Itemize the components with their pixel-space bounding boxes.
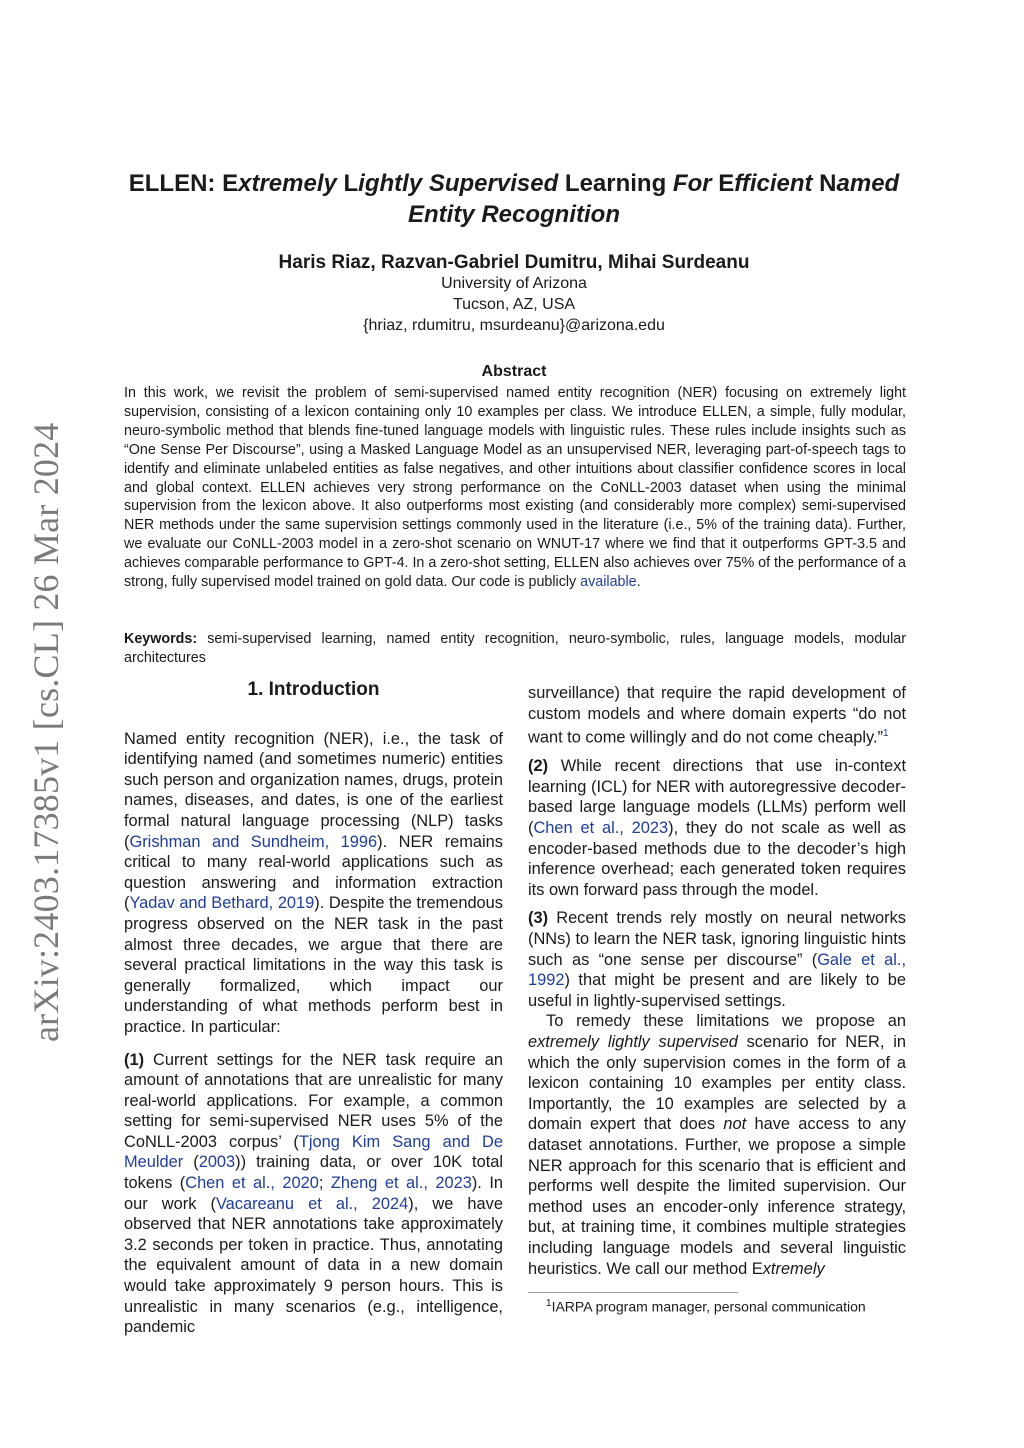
intro-paragraph-3: (2) While recent directions that use in-context learning (ICL) for NER with autoregressive decoder-based large language models (LLMs) perform well (Chen et al., 2023), they do not scale as well as encoder-based methods due to the decoder’s high inference overhead; each generated token requires its own forward pass through the model.: [528, 757, 907, 899]
title-line-2: Entity Recognition: [408, 201, 620, 228]
intro-paragraph-4: (3) Recent trends rely mostly on neural networks (NNs) to learn the NER task, ignoring linguistic hints such as “one sense per discourse” (Gale et al., 1992) that might be present and are likely to be useful in lightly-supervised settings.: [528, 909, 906, 1010]
right-column: [528, 683, 906, 1279]
footnote: $^1$IARPA program manager, personal communication: [546, 1298, 866, 1315]
citation-link[interactable]: Chen et al., 2020: [185, 1174, 319, 1193]
abstract-text: In this work, we revisit the problem of semi-supervised named entity recognition (NER) focusing on extremely light supervision, consisting of a lexicon containing only 10 examples per class. We introduce ELLEN, a simple, fully modular, neuro-symbolic method that blends fine-tuned language models with linguistic rules. These rules include insights such as “One Sense Per Discourse”, using a Masked Language Model as an unsupervised NER, leveraging part-of-speech tags to identify and eliminate unlabeled entities as false negatives, and other intuitions about classifier confidence scores in local and global context. ELLEN achieves very strong performance on the CoNLL-2003 dataset when using the minimal supervision from the lexicon above. It also outperforms most existing (and considerably more complex) semi-supervised NER methods under the same supervision settings commonly used in the literature (i.e., 5% of the training data). Further, we evaluate our CoNLL-2003 model in a zero-shot scenario on WNUT-17 where we find that it outperforms GPT-3.5 and achieves comparable performance to GPT-4. In a zero-shot setting, ELLEN also achieves over 75% of the performance of a strong, fully supervised model trained on gold data. Our code is publicly available.: [124, 385, 906, 591]
arxiv-identifier: arXiv:2403.17385v1 [cs.CL] 26 Mar 2024: [26, 422, 66, 1042]
abstract-heading: Abstract: [481, 363, 547, 380]
citation-link[interactable]: Grishman and Sundheim, 1996: [129, 832, 378, 851]
author-emails: {hriaz, rdumitru, msurdeanu}@arizona.edu: [363, 317, 665, 334]
keywords-label: Keywords:: [124, 631, 198, 647]
citation-link[interactable]: Vacareanu et al., 2024: [215, 1194, 409, 1213]
paper-title: [110, 168, 918, 230]
intro-paragraph-continued: surveillance) that require the rapid development of custom models and where domain experts “do not want to come willingly and do not come cheaply.”$^1$: [528, 684, 906, 747]
footnote-divider: [528, 1292, 738, 1293]
citation-link[interactable]: 2003: [198, 1153, 236, 1172]
citation-link[interactable]: Yadav and Bethard, 2019: [129, 894, 315, 913]
citation-link[interactable]: Gale et al., 1992: [528, 950, 906, 990]
intro-paragraph-1: Named entity recognition (NER), i.e., the task of identifying named (and sometimes numeric) entities such person and organization names, drugs, protein names, diseases, and dates, is one of the earliest formal natural language processing (NLP) tasks (Grishman and Sundheim, 1996). NER remains critical to many real-world applications such as question answering and information extraction (Yadav and Bethard, 2019). Despite the tremendous progress observed on the NER task in the past almost three decades, we argue that there are several practical limitations in the way this task is generally formalized, which impact our understanding of what methods perform best in practice. In particular:: [124, 729, 503, 1036]
code-available-link[interactable]: available: [580, 574, 637, 591]
author-list: Haris Riaz, Razvan-Gabriel Dumitru, Mihai Surdeanu: [278, 252, 750, 273]
intro-paragraph-2: (1) Current settings for the NER task require an amount of annotations that are unrealistic for many real-world applications. For example, a common setting for semi-supervised NER uses 5% of the CoNLL-2003 corpus’ (Tjong Kim Sang and De Meulder (2003)) training data, or over 10K total tokens (Chen et al., 2020; Zheng et al., 2023). In our work (Vacareanu et al., 2024), we have observed that NER annotations take approximately 3.2 seconds per token in practice. Thus, annotating the equivalent amount of data in a new domain would take approximately 9 person hours. This is unrealistic in many scenarios (e.g., intelligence, pandemic: [124, 1050, 503, 1337]
keywords: Keywords: semi-supervised learning, named entity recognition, neuro-symbolic, rules, language models, modular architectures: [124, 631, 906, 666]
section-heading-introduction: 1. Introduction: [247, 679, 380, 700]
footnote-marker[interactable]: 1: [883, 728, 889, 740]
affiliation-university: University of Arizona: [441, 275, 587, 292]
citation-link[interactable]: Zheng et al., 2023: [330, 1174, 472, 1193]
citation-link[interactable]: Chen et al., 2023: [533, 819, 669, 838]
citation-link[interactable]: Tjong Kim Sang and De Meulder: [124, 1132, 503, 1172]
left-column: [124, 680, 503, 1338]
intro-paragraph-5: To remedy these limitations we propose an extremely lightly supervised scenario for NER, in which the only supervision comes in the form of a lexicon containing 10 examples per entity class. Importantly, the 10 examples are selected by a domain expert that does not have access to any dataset annotations. Further, we propose a simple NER approach for this scenario that is efficient and performs well despite the limited supervision. Our method uses an encoder-only inference strategy, but, at training time, it combines multiple strategies including language models and several linguistic heuristics. We call our method Extremely: [528, 1012, 906, 1278]
affiliation-location: Tucson, AZ, USA: [452, 296, 576, 313]
title-line-1: ELLEN: Extremely Lightly Supervised Learning For Efficient Named: [128, 170, 900, 197]
